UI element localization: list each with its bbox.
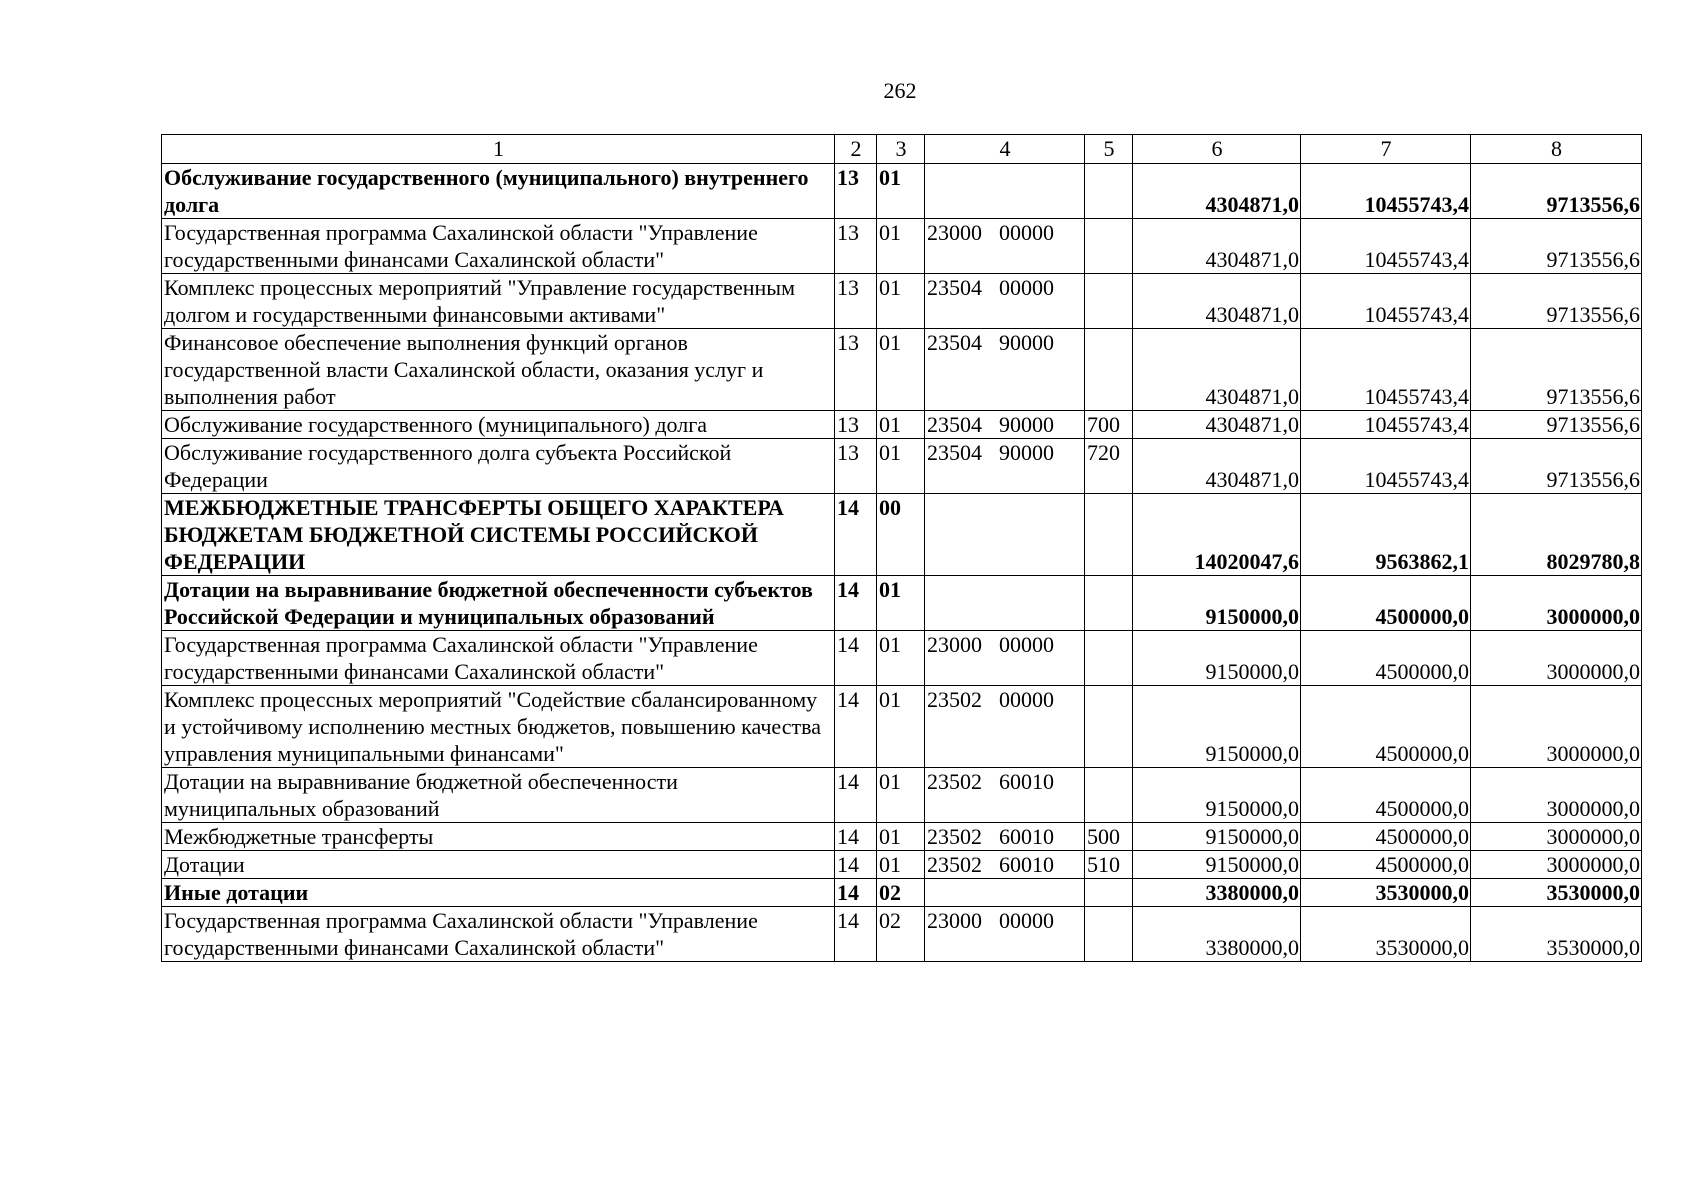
subsection-code: 01 [877, 439, 925, 494]
amount-col7: 10455743,4 [1301, 439, 1471, 494]
subsection-code: 01 [877, 164, 925, 219]
amount-col6: 4304871,0 [1133, 164, 1301, 219]
item-name: МЕЖБЮДЖЕТНЫЕ ТРАНСФЕРТЫ ОБЩЕГО ХАРАКТЕРА БЮДЖЕТАМ БЮДЖЕТНОЙ СИСТЕМЫ РОССИЙСКОЙ ФЕДЕРАЦИИ [162, 494, 835, 576]
amount-col6: 4304871,0 [1133, 219, 1301, 274]
page-number: 262 [883, 78, 917, 103]
section-code: 13 [835, 329, 877, 411]
target-article-code [925, 879, 1085, 907]
amount-col6: 9150000,0 [1133, 768, 1301, 823]
item-name: Дотации на выравнивание бюджетной обеспеченности субъектов Российской Федерации и муниципальных образований [162, 576, 835, 631]
expense-type-code [1085, 576, 1133, 631]
header-cell: 3 [877, 135, 925, 164]
target-article-direction: 90000 [999, 412, 1054, 437]
target-article-program: 23502 [927, 852, 982, 877]
amount-col8: 3000000,0 [1471, 768, 1642, 823]
section-code: 14 [835, 768, 877, 823]
target-article-program: 23504 [927, 440, 982, 465]
amount-col8: 8029780,8 [1471, 494, 1642, 576]
target-article-program: 23000 [927, 220, 982, 245]
target-article-program: 23000 [927, 908, 982, 933]
table-row [162, 411, 1642, 439]
target-article-code [925, 219, 1085, 274]
target-article-direction: 00000 [999, 687, 1054, 712]
amount-col7: 10455743,4 [1301, 329, 1471, 411]
header-cell: 6 [1133, 135, 1301, 164]
amount-col6: 14020047,6 [1133, 494, 1301, 576]
amount-col6: 4304871,0 [1133, 439, 1301, 494]
subsection-code: 02 [877, 879, 925, 907]
table-row [162, 164, 1642, 219]
amount-col6: 4304871,0 [1133, 274, 1301, 329]
target-article-code [925, 439, 1085, 494]
amount-col7: 4500000,0 [1301, 686, 1471, 768]
subsection-code: 01 [877, 411, 925, 439]
amount-col8: 3530000,0 [1471, 907, 1642, 962]
item-name: Государственная программа Сахалинской области "Управление государственными финансами Сахалинской области" [162, 219, 835, 274]
target-article-program: 23504 [927, 330, 982, 355]
section-code: 14 [835, 823, 877, 851]
amount-col8: 3000000,0 [1471, 631, 1642, 686]
section-code: 14 [835, 907, 877, 962]
table-row [162, 329, 1642, 411]
table-row [162, 768, 1642, 823]
table-row [162, 576, 1642, 631]
amount-col7: 9563862,1 [1301, 494, 1471, 576]
table-row [162, 274, 1642, 329]
header-cell: 5 [1085, 135, 1133, 164]
expense-type-code [1085, 879, 1133, 907]
section-code: 14 [835, 851, 877, 879]
table-row [162, 494, 1642, 576]
item-name: Государственная программа Сахалинской области "Управление государственными финансами Сахалинской области" [162, 631, 835, 686]
subsection-code: 01 [877, 329, 925, 411]
expense-type-code [1085, 494, 1133, 576]
section-code: 13 [835, 439, 877, 494]
target-article-code [925, 274, 1085, 329]
section-code: 14 [835, 686, 877, 768]
amount-col7: 4500000,0 [1301, 576, 1471, 631]
expense-type-code [1085, 329, 1133, 411]
header-cell: 7 [1301, 135, 1471, 164]
expense-type-code [1085, 164, 1133, 219]
amount-col8: 3000000,0 [1471, 686, 1642, 768]
subsection-code: 01 [877, 576, 925, 631]
target-article-program: 23000 [927, 632, 982, 657]
target-article-program: 23504 [927, 412, 982, 437]
target-article-code [925, 851, 1085, 879]
amount-col8: 3000000,0 [1471, 823, 1642, 851]
target-article-direction: 00000 [999, 220, 1054, 245]
amount-col6: 4304871,0 [1133, 329, 1301, 411]
amount-col7: 10455743,4 [1301, 164, 1471, 219]
target-article-direction: 90000 [999, 440, 1054, 465]
target-article-program: 23502 [927, 769, 982, 794]
section-code: 14 [835, 631, 877, 686]
header-cell: 2 [835, 135, 877, 164]
target-article-code [925, 576, 1085, 631]
subsection-code: 01 [877, 768, 925, 823]
target-article-code [925, 686, 1085, 768]
section-code: 13 [835, 411, 877, 439]
amount-col6: 9150000,0 [1133, 851, 1301, 879]
amount-col7: 10455743,4 [1301, 411, 1471, 439]
expense-type-code: 720 [1085, 439, 1133, 494]
amount-col7: 3530000,0 [1301, 879, 1471, 907]
amount-col7: 10455743,4 [1301, 274, 1471, 329]
amount-col7: 4500000,0 [1301, 631, 1471, 686]
subsection-code: 01 [877, 631, 925, 686]
table-row [162, 219, 1642, 274]
amount-col6: 9150000,0 [1133, 686, 1301, 768]
item-name: Государственная программа Сахалинской области "Управление государственными финансами Сахалинской области" [162, 907, 835, 962]
amount-col7: 10455743,4 [1301, 219, 1471, 274]
amount-col6: 4304871,0 [1133, 411, 1301, 439]
target-article-code [925, 494, 1085, 576]
item-name: Дотации [162, 851, 835, 879]
target-article-direction: 00000 [999, 275, 1054, 300]
amount-col7: 4500000,0 [1301, 851, 1471, 879]
item-name: Обслуживание государственного долга субъекта Российской Федерации [162, 439, 835, 494]
item-name: Комплекс процессных мероприятий "Управление государственным долгом и государственными финансовыми активами" [162, 274, 835, 329]
subsection-code: 00 [877, 494, 925, 576]
expense-type-code [1085, 768, 1133, 823]
table-row [162, 631, 1642, 686]
amount-col8: 9713556,6 [1471, 439, 1642, 494]
item-name: Комплекс процессных мероприятий "Содействие сбалансированному и устойчивому исполнению местных бюджетов, повышению качества управления муниципальными финансами" [162, 686, 835, 768]
target-article-direction: 90000 [999, 330, 1054, 355]
section-code: 13 [835, 274, 877, 329]
target-article-direction: 00000 [999, 908, 1054, 933]
header-row [162, 135, 1642, 164]
target-article-direction: 60010 [999, 824, 1054, 849]
subsection-code: 01 [877, 851, 925, 879]
expense-type-code [1085, 907, 1133, 962]
header-cell: 4 [925, 135, 1085, 164]
subsection-code: 01 [877, 274, 925, 329]
amount-col8: 3000000,0 [1471, 851, 1642, 879]
subsection-code: 01 [877, 219, 925, 274]
amount-col6: 9150000,0 [1133, 576, 1301, 631]
expense-type-code: 510 [1085, 851, 1133, 879]
header-cell: 8 [1471, 135, 1642, 164]
section-code: 14 [835, 494, 877, 576]
expense-type-code [1085, 631, 1133, 686]
target-article-code [925, 164, 1085, 219]
target-article-code [925, 411, 1085, 439]
subsection-code: 01 [877, 686, 925, 768]
expense-type-code [1085, 219, 1133, 274]
target-article-direction: 60010 [999, 852, 1054, 877]
amount-col8: 3000000,0 [1471, 576, 1642, 631]
target-article-direction: 60010 [999, 769, 1054, 794]
target-article-code [925, 329, 1085, 411]
target-article-program: 23504 [927, 275, 982, 300]
target-article-program: 23502 [927, 687, 982, 712]
table-row [162, 879, 1642, 907]
amount-col7: 3530000,0 [1301, 907, 1471, 962]
amount-col6: 3380000,0 [1133, 879, 1301, 907]
expense-type-code [1085, 274, 1133, 329]
item-name: Дотации на выравнивание бюджетной обеспеченности муниципальных образований [162, 768, 835, 823]
subsection-code: 01 [877, 823, 925, 851]
target-article-code [925, 823, 1085, 851]
amount-col8: 9713556,6 [1471, 274, 1642, 329]
section-code: 14 [835, 576, 877, 631]
section-code: 14 [835, 879, 877, 907]
subsection-code: 02 [877, 907, 925, 962]
item-name: Иные дотации [162, 879, 835, 907]
amount-col8: 9713556,6 [1471, 329, 1642, 411]
target-article-code [925, 907, 1085, 962]
target-article-code [925, 768, 1085, 823]
expense-type-code: 500 [1085, 823, 1133, 851]
amount-col7: 4500000,0 [1301, 823, 1471, 851]
budget-table [161, 134, 1642, 962]
header-cell: 1 [162, 135, 835, 164]
table-row [162, 686, 1642, 768]
table-row [162, 823, 1642, 851]
amount-col8: 3530000,0 [1471, 879, 1642, 907]
amount-col6: 9150000,0 [1133, 631, 1301, 686]
section-code: 13 [835, 164, 877, 219]
table-row [162, 907, 1642, 962]
expense-type-code [1085, 686, 1133, 768]
item-name: Финансовое обеспечение выполнения функций органов государственной власти Сахалинской области, оказания услуг и выполнения работ [162, 329, 835, 411]
item-name: Обслуживание государственного (муниципального) внутреннего долга [162, 164, 835, 219]
amount-col6: 9150000,0 [1133, 823, 1301, 851]
item-name: Обслуживание государственного (муниципального) долга [162, 411, 835, 439]
item-name: Межбюджетные трансферты [162, 823, 835, 851]
table-row [162, 439, 1642, 494]
expense-type-code: 700 [1085, 411, 1133, 439]
target-article-program: 23502 [927, 824, 982, 849]
amount-col7: 4500000,0 [1301, 768, 1471, 823]
amount-col8: 9713556,6 [1471, 164, 1642, 219]
section-code: 13 [835, 219, 877, 274]
target-article-direction: 00000 [999, 632, 1054, 657]
amount-col8: 9713556,6 [1471, 411, 1642, 439]
table-row [162, 851, 1642, 879]
amount-col6: 3380000,0 [1133, 907, 1301, 962]
amount-col8: 9713556,6 [1471, 219, 1642, 274]
target-article-code [925, 631, 1085, 686]
